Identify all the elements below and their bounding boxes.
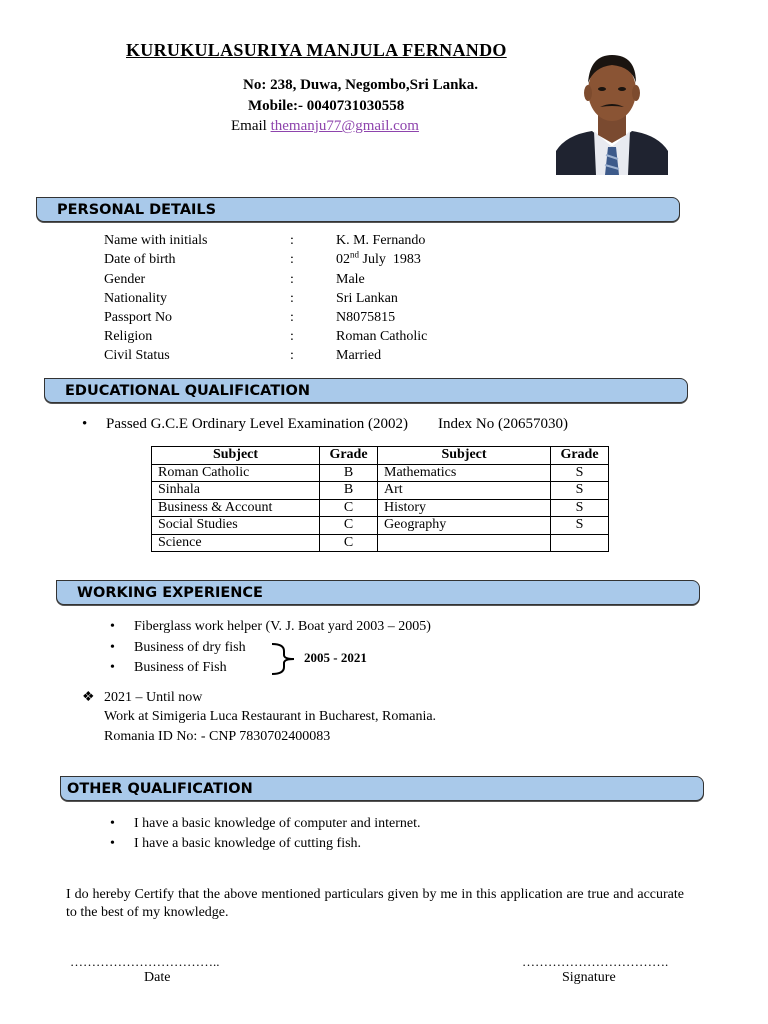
grade-cell: S <box>551 499 609 517</box>
pd-value: Married <box>336 348 382 363</box>
curly-brace-icon <box>270 642 298 676</box>
email-link[interactable]: themanju77@gmail.com <box>270 118 419 134</box>
dob-day: 02 <box>336 252 350 267</box>
personal-row-nationality <box>0 289 500 308</box>
pd-colon: : <box>290 348 294 363</box>
pd-label: Passport No <box>104 310 173 325</box>
subject-cell: Sinhala <box>152 482 320 500</box>
table-row <box>152 499 609 517</box>
grade-cell: C <box>320 534 378 552</box>
column-header: Grade <box>320 447 378 465</box>
grades-table <box>151 446 609 552</box>
bullet-icon: • <box>110 836 115 851</box>
section-working-experience <box>56 580 700 605</box>
applicant-name: KURUKULASURIYA MANJULA FERNANDO <box>126 40 507 60</box>
section-title: PERSONAL DETAILS <box>57 201 217 218</box>
bullet-icon: • <box>110 640 115 655</box>
grade-cell: S <box>551 517 609 535</box>
dob-rest: July 1983 <box>359 252 421 267</box>
exam-text: Passed G.C.E Ordinary Level Examination (2002) <box>106 416 409 432</box>
section-title: WORKING EXPERIENCE <box>77 584 263 601</box>
subject-cell: Social Studies <box>152 517 320 535</box>
pd-colon: : <box>290 291 294 306</box>
pd-colon: : <box>290 271 294 287</box>
subject-cell: Science <box>152 534 320 552</box>
personal-details-list <box>0 231 768 371</box>
pd-value: Roman Catholic <box>336 329 428 344</box>
other-item-text: I have a basic knowledge of cutting fish. <box>134 836 362 851</box>
section-educational-qualification <box>44 378 688 403</box>
subject-cell: Business & Account <box>152 499 320 517</box>
personal-row-civil-status <box>0 346 500 365</box>
index-number: Index No (20657030) <box>438 416 568 432</box>
subject-cell: Art <box>378 482 551 500</box>
pd-colon: : <box>290 252 294 267</box>
subject-cell: Mathematics <box>378 464 551 482</box>
grade-cell: B <box>320 482 378 500</box>
column-header: Grade <box>551 447 609 465</box>
pd-colon: : <box>290 329 294 344</box>
work-item-text: Business of dry fish <box>134 640 246 655</box>
certification-statement: I do hereby Certify that the above mentioned particulars given by me in this application are true and accurate to the best of my knowledge. <box>66 887 684 920</box>
table-row <box>152 464 609 482</box>
table-row <box>152 482 609 500</box>
column-header: Subject <box>152 447 320 465</box>
other-item-text: I have a basic knowledge of computer and internet. <box>134 816 421 831</box>
bullet-icon: • <box>110 660 115 675</box>
pd-label: Civil Status <box>104 348 170 363</box>
current-job-line2: Romania ID No: - CNP 7830702400083 <box>104 729 331 744</box>
pd-value <box>336 250 421 269</box>
work-item-text: Business of Fish <box>134 660 227 675</box>
section-personal-details <box>36 197 680 222</box>
work-item-fish <box>110 660 227 676</box>
address: No: 238, Duwa, Negombo,Sri Lanka. <box>243 77 479 93</box>
table-header-row <box>152 447 609 465</box>
pd-label: Date of birth <box>104 252 176 267</box>
personal-row-name <box>0 231 500 250</box>
dob-suffix: nd <box>350 249 359 260</box>
current-job-line1: Work at Simigeria Luca Restaurant in Bucharest, Romania. <box>104 709 437 724</box>
date-line: …………………………….. <box>70 954 220 969</box>
signature-line: ……………………………. <box>522 954 669 969</box>
work-item-dry-fish <box>110 640 246 656</box>
table-row <box>152 517 609 535</box>
signature-label: Signature <box>562 970 616 985</box>
pd-value: Sri Lankan <box>336 291 398 306</box>
education-exam-line <box>82 416 568 433</box>
subject-cell: History <box>378 499 551 517</box>
personal-row-passport <box>0 308 500 327</box>
bullet-icon: • <box>110 816 115 831</box>
section-other-qualification <box>60 776 704 801</box>
current-job-title: 2021 – Until now <box>104 690 203 705</box>
profile-photo <box>556 43 668 175</box>
section-title: OTHER QUALIFICATION <box>67 780 253 797</box>
pd-colon: : <box>290 310 294 325</box>
grade-cell: C <box>320 499 378 517</box>
work-period: 2005 - 2021 <box>304 650 367 665</box>
pd-value: Male <box>336 271 365 287</box>
date-label: Date <box>144 970 171 985</box>
email-label: Email <box>231 118 267 134</box>
pd-label: Nationality <box>104 291 167 306</box>
pd-value: K. M. Fernando <box>336 233 426 248</box>
current-job-heading <box>82 689 202 706</box>
grade-cell: S <box>551 482 609 500</box>
pd-colon: : <box>290 233 294 248</box>
subject-cell: Roman Catholic <box>152 464 320 482</box>
pd-label: Gender <box>104 271 146 287</box>
grade-cell: C <box>320 517 378 535</box>
work-item-text: Fiberglass work helper (V. J. Boat yard 2003 – 2005) <box>134 619 431 634</box>
personal-row-gender <box>0 270 500 289</box>
personal-row-religion <box>0 327 500 346</box>
grade-cell: S <box>551 464 609 482</box>
pd-label: Religion <box>104 329 153 344</box>
diamond-bullet-icon: ❖ <box>82 690 95 705</box>
bullet-icon: • <box>110 619 115 634</box>
grade-cell <box>551 534 609 552</box>
email-line <box>231 118 419 135</box>
subject-cell <box>378 534 551 552</box>
column-header: Subject <box>378 447 551 465</box>
subject-cell: Geography <box>378 517 551 535</box>
table-row <box>152 534 609 552</box>
mobile-number: Mobile:- 0040731030558 <box>248 98 405 114</box>
bullet-icon: • <box>82 416 88 432</box>
other-item-computer <box>110 816 421 832</box>
other-item-fish <box>110 836 361 852</box>
pd-value: N8075815 <box>336 310 396 325</box>
work-item-fiberglass <box>110 619 431 635</box>
pd-label: Name with initials <box>104 233 208 248</box>
grade-cell: B <box>320 464 378 482</box>
section-title: EDUCATIONAL QUALIFICATION <box>65 382 311 399</box>
personal-row-dob <box>0 250 500 269</box>
